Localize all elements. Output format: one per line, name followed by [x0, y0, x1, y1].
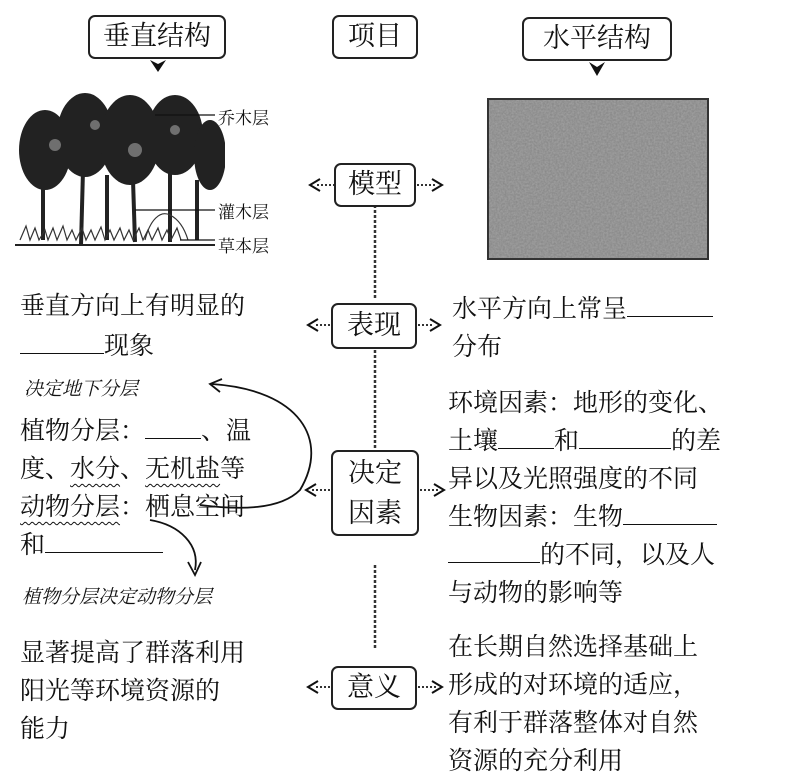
horizontal-arrow-icon: [589, 62, 605, 76]
header-item: 项目: [332, 15, 418, 59]
horizontal-significance-line1: 在长期自然选择基础上: [448, 632, 699, 661]
right-arrow-icon: [432, 681, 442, 693]
label-shrub-layer: 灌木层: [218, 203, 269, 223]
fill-blank: [623, 498, 717, 525]
fill-blank: [627, 290, 713, 317]
header-vertical: 垂直结构: [88, 15, 226, 59]
horizontal-significance-line2: 形成的对环境的适应，: [448, 670, 699, 699]
vertical-plant-line2: 度、水分、无机盐等: [20, 454, 246, 483]
vertical-plant-line1: 植物分层： 、温: [20, 412, 251, 450]
vertical-significance-line1: 显著提高了群落利用: [20, 638, 246, 667]
horizontal-mosaic-illustration: [487, 98, 709, 260]
vertical-animal-line1: 动物分层：栖息空间: [20, 492, 246, 521]
horizontal-bio-line2: 的不同，以及人: [448, 536, 715, 574]
fill-blank: [498, 422, 554, 449]
forest-layers-illustration: [15, 90, 225, 260]
fill-blank: [20, 327, 104, 354]
horizontal-env-line3: 异以及光照强度的不同: [448, 464, 699, 493]
vertical-significance-line2: 阳光等环境资源的: [20, 676, 221, 705]
note-underground-layering: 决定地下分层: [24, 378, 139, 400]
note-plant-determines-animal: 植物分层决定动物分层: [22, 586, 213, 608]
horizontal-significance-line4: 资源的充分利用: [448, 746, 624, 775]
header-horizontal: 水平结构: [522, 17, 672, 61]
horizontal-bio-line3: 与动物的影响等: [448, 578, 624, 607]
row-factors-line2: 因素: [348, 498, 402, 529]
row-factors-line1: 决定: [348, 458, 402, 489]
fill-blank: [448, 536, 540, 563]
fill-blank: [45, 526, 163, 553]
horizontal-manifest-line1: 水平方向上常呈: [452, 290, 713, 328]
vertical-manifest-line1: 垂直方向上有明显的: [20, 291, 246, 320]
horizontal-env-line1: 环境因素：地形的变化、: [448, 388, 724, 417]
horizontal-significance-line3: 有利于群落整体对自然: [448, 708, 699, 737]
fill-blank: [579, 422, 671, 449]
horizontal-bio-line1: 生物因素：生物: [448, 498, 717, 536]
horizontal-env-line2: 土壤 和 的差: [448, 422, 721, 460]
row-model: 模型: [334, 163, 416, 207]
horizontal-manifest-line2: 分布: [452, 332, 503, 361]
row-factors: [331, 450, 419, 536]
right-arrow-icon: [434, 484, 444, 496]
vertical-manifest-line2: 现象: [20, 327, 154, 365]
label-herb-layer: 草本层: [218, 237, 269, 257]
left-arrow-icon: [306, 484, 316, 496]
vertical-animal-line2: 和: [20, 526, 163, 564]
fill-blank: [145, 412, 201, 439]
row-manifestation: 表现: [331, 303, 417, 349]
vertical-significance-line3: 能力: [20, 714, 71, 743]
label-tree-layer: 乔木层: [218, 109, 269, 129]
row-significance: 意义: [331, 666, 417, 710]
vertical-arrow-icon: [150, 60, 166, 72]
